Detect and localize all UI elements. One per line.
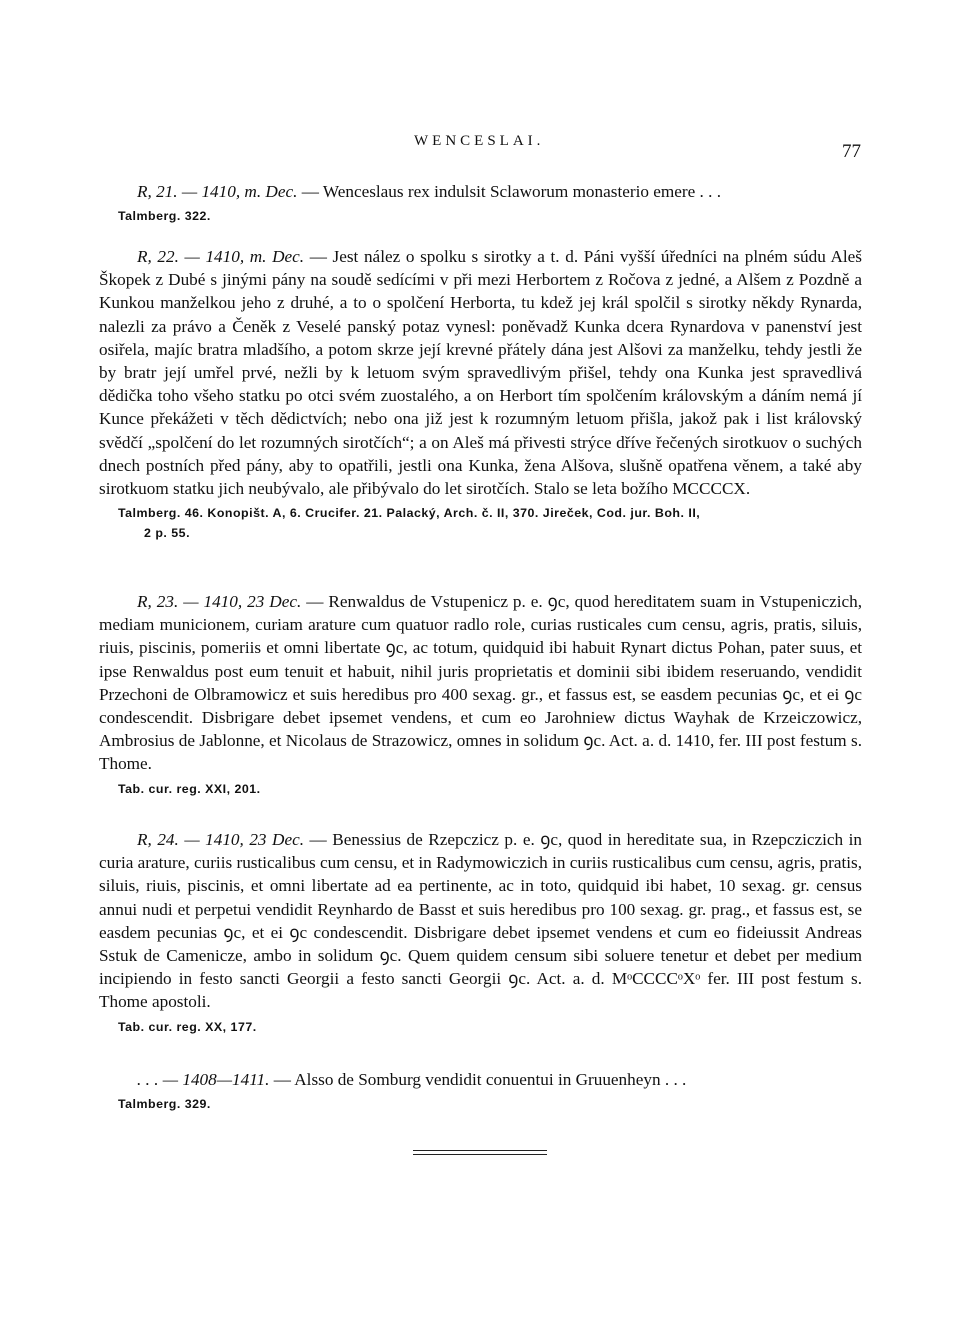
source-citation: Tab. cur. reg. XX, 177. [118, 1019, 257, 1034]
page-number: 77 [842, 141, 861, 162]
entry-date: R, 22. — 1410, m. Dec. [137, 247, 305, 266]
entry-date: R, 23. — 1410, 23 Dec. [137, 592, 302, 611]
entry-date: . . . — 1408—1411. [137, 1070, 270, 1089]
end-rule [413, 1150, 547, 1155]
entry-text [99, 245, 862, 500]
regest-entry-22 [99, 245, 862, 543]
running-header: WENCESLAI. [414, 133, 545, 149]
source-citation: Talmberg. 46. Konopišt. A, 6. Crucifer. 21. Palacký, Arch. č. II, 370. Jireček, Cod. jur. Boh. II, [118, 506, 701, 521]
regest-entry-23 [99, 590, 862, 799]
entry-text [99, 1068, 862, 1091]
entry-body: — Benessius de Rzepczicz p. e. ꝯc, quod in hereditate sua, in Rzepcziczich in curia arature, curiis rusticalibus cum censu, et in Radymowiczich in curiis rusticalibus cum censu, agris, pratis, siluis, riuis, piscinis, et omni libertate ad ea pertinente, ac in toto, quidquid ibi habet, 10 sexag. gr. census annui nudi et perpetui vendidit Reynhardo de Basst et suis heredibus pro 100 sexag. gr. prag., et fassus est, se easdem pecunias ꝯc, et ei ꝯc condescendit. Disbrigare debet ipsemet vendens et cum eo fideiussit Andreas Sstuk de Camenicze, ambo in solidum ꝯc. Quem quidem censum sibi soluere tenetur et debet per medium incipiendo in festo sancti Georgii a festo sancti Georgii ꝯc. Act. a. d. MᵒCCCCᵒXᵒ fer. III post festum s. Thome apostoli. [99, 830, 862, 1012]
entry-body: — Renwaldus de Vstupenicz p. e. ꝯc, quod hereditatem suam in Vstupeniczich, mediam municionem, curiam arature cum quatuor radlo role, curias rusticales cum censu, agris, pratis, siluis, riuis, piscinis, pomeriis et omni libertate ꝯc, ac totum, quidquid ibi habuit Rynart dictus Pohan, pater suus, et ipse Renwaldus post eum tenuit et habuit, nihil juris proprietatis et dominii sibi ibidem reseruando, vendidit Przechoni de Olbramowicz et suis heredibus pro 400 sexag. gr., et fassus est, se easdem pecunias ꝯc, et ei ꝯc condescendit. Disbrigare debet ipsemet vendens, et cum eo Jarohniew dictus Wayhak de Krzeiczowicz, Ambrosius de Jablonne, et Nicolaus de Strazowicz, omnes in solidum ꝯc. Act. a. d. 1410, fer. III post festum s. Thome. [99, 592, 863, 774]
regest-entry-undated [99, 1068, 862, 1114]
entry-date: R, 21. — 1410, m. Dec. [137, 182, 298, 201]
rule-line [413, 1150, 547, 1151]
entry-text [99, 590, 862, 776]
regest-entry-21 [99, 180, 862, 226]
source-citation: Talmberg. 322. [118, 209, 211, 224]
entry-text [99, 828, 862, 1014]
entry-body: — Wenceslaus rex indulsit Sclaworum monasterio emere . . . [297, 182, 721, 201]
regest-entry-24 [99, 828, 862, 1037]
entry-body: — Jest nález o spolku s sirotky a t. d. Páni vyšší úředníci na plném súdu Aleš Škopek z Dubé s jinými pány na soudě sedícími v při mezi Herbortem z Ročova z jedné, a Alšem z Pozdně a Kunkou manželkou jeho z druhé, a to o spolčení Herborta, tu kdež jej král spolčil s sirotky někdy Rynarda, nalezli za právo a Čeněk z Veselé panský potaz vynesl: poněvadž Kunka dcera Rynardova v panenství jest osiřela, majíc bratra mladšího, a potom skrze její krevné přátely dána jest Alšovi za manželku, tehdy jestli že by bratr její umřel prvé, nežli by k letuom svým spravedlivým přišel, tehdy ona Kunka jest spravedlivá dědička toho všeho statku po otci svém zuostalého, a on Herbort tím spolčením královským a dáním nemá jí Kunce překážeti v těch dědictvích; nebo ona již jest k rozumným letuom přišla, jakož pak i list královský svědčí „spolčení do let rozumných sirotčích“; a on Aleš má přivesti strýce dříve řečených sirotkuov o suchých dnech postních před pány, aby to opatřili, jestli ona Kunka, žena Alšova, slušně opatřena věnem, a také aby sirotkuom statku jich neubývalo, ale přibývalo do let sirotčích. Stalo se leta božího MCCCCX. [99, 247, 862, 499]
source-citation: Talmberg. 329. [118, 1097, 211, 1112]
source-citation-continued: 2 p. 55. [144, 526, 191, 541]
entry-date: R, 24. — 1410, 23 Dec. [137, 830, 305, 849]
source-citation: Tab. cur. reg. XXI, 201. [118, 781, 261, 796]
entry-text [99, 180, 862, 203]
rule-line [413, 1154, 547, 1155]
entry-body: — Alsso de Somburg vendidit conuentui in Gruuenheyn . . . [269, 1070, 687, 1089]
